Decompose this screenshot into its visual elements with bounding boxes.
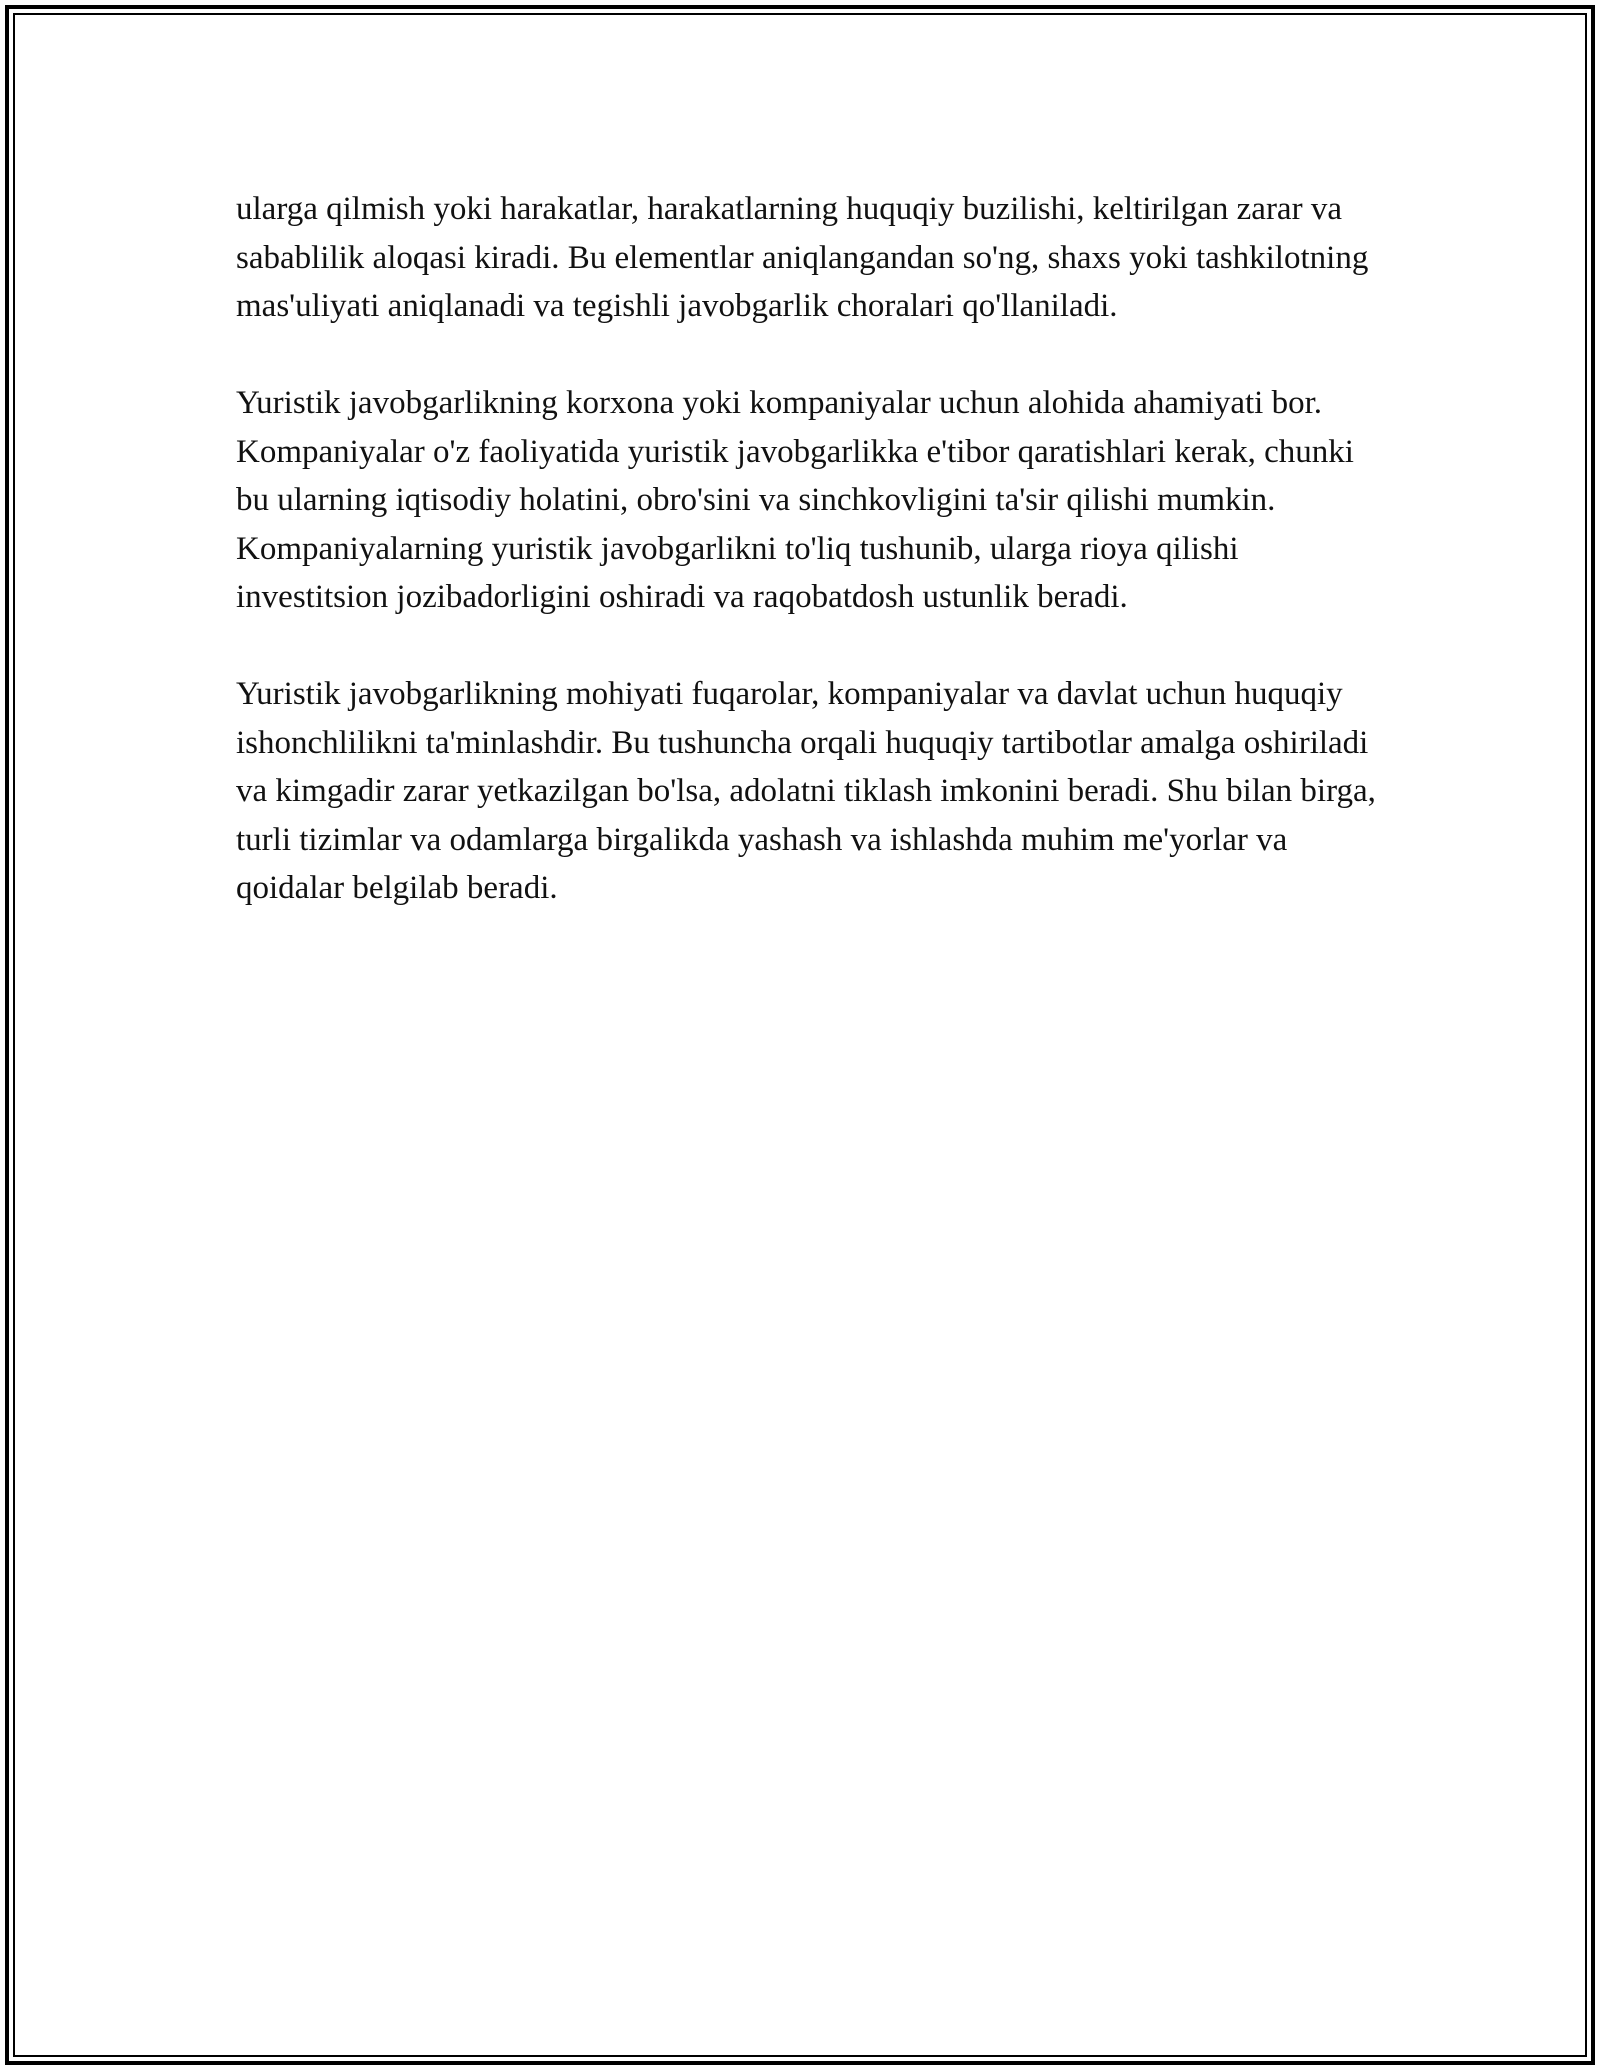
- paragraph-3: Yuristik javobgarlikning mohiyati fuqarolar, kompaniyalar va davlat uchun huquqiy ishonchlilikni ta'minlashdir. Bu tushuncha orqali huquqiy tartibotlar amalga oshiriladi va kimgadir zarar yetkazilgan bo'lsa, adolatni tiklash imkonini beradi. Shu bilan birga, turli tizimlar va odamlarga birgalikda yashash va ishlashda muhim me'yorlar va qoidalar belgilab beradi.: [236, 676, 1376, 906]
- paragraph-1: ularga qilmish yoki harakatlar, harakatlarning huquqiy buzilishi, keltirilgan zarar va sabablilik aloqasi kiradi. Bu elementlar aniqlangandan so'ng, shaxs yoki tashkilotning mas'uliyati aniqlanadi va tegishli javobgarlik choralari qo'llaniladi.: [236, 191, 1369, 324]
- document-body: [236, 185, 1376, 961]
- paragraph-2: Yuristik javobgarlikning korxona yoki kompaniyalar uchun alohida ahamiyati bor. Kompaniyalar o'z faoliyatida yuristik javobgarlikka e'tibor qaratishlari kerak, chunki bu ularning iqtisodiy holatini, obro'sini va sinchkovligini ta'sir qilishi mumkin. Kompaniyalarning yuristik javobgarlikni to'liq tushunib, ularga rioya qilishi investitsion jozibadorligini oshiradi va raqobatdosh ustunlik beradi.: [236, 385, 1354, 615]
